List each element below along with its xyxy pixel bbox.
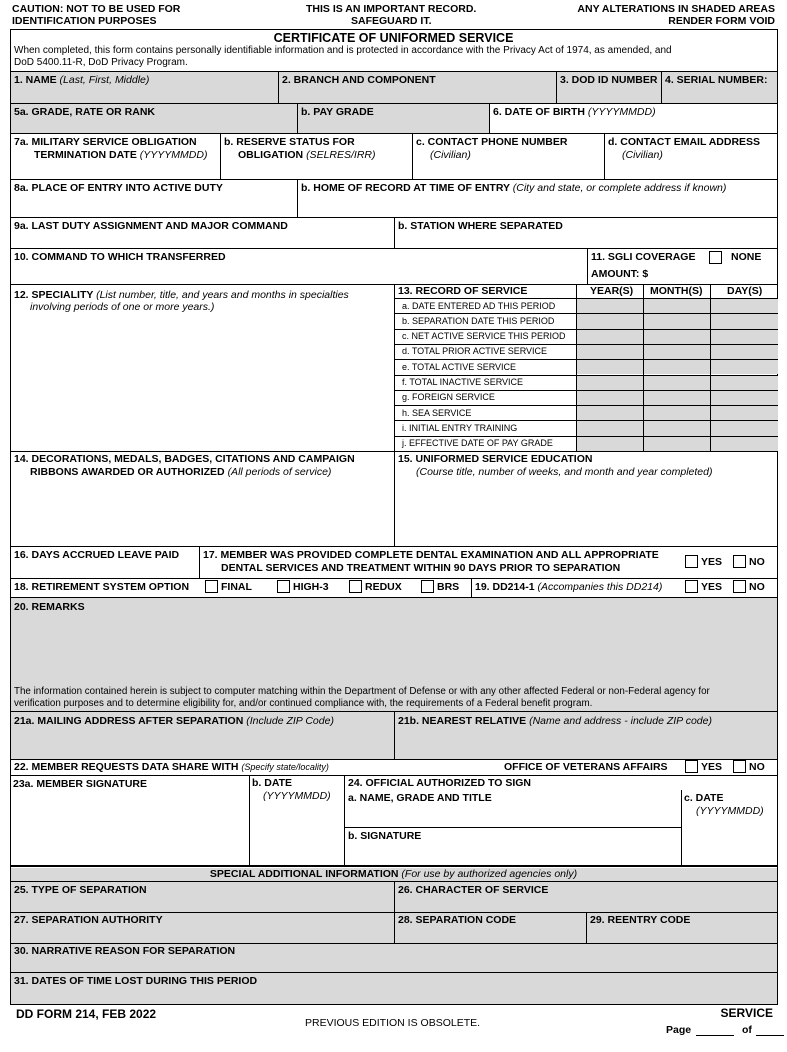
- retirement-label: 18. RETIREMENT SYSTEM OPTION: [14, 581, 190, 593]
- record-of-service-label: 13. RECORD OF SERVICE: [398, 285, 528, 297]
- copy-designation: SERVICE: [720, 1006, 773, 1020]
- mso-label-2: TERMINATION DATE (YYYYMMDD): [34, 149, 208, 161]
- ova-no-checkbox[interactable]: [733, 760, 746, 773]
- ros-day-cell[interactable]: [711, 421, 778, 435]
- member-date-hint: (YYYYMMDD): [263, 790, 331, 802]
- nearest-relative-label: 21b. NEAREST RELATIVE (Name and address - include ZIP code): [398, 715, 712, 727]
- alterations-text: ANY ALTERATIONS IN SHADED AREAS: [577, 3, 775, 15]
- ros-day-cell[interactable]: [711, 406, 778, 420]
- email-hint: (Civilian): [622, 149, 663, 161]
- member-date-label: b. DATE: [252, 777, 293, 789]
- reserve-status-label-2: OBLIGATION (SELRES/IRR): [238, 149, 376, 161]
- of-label: of: [742, 1024, 752, 1036]
- ros-row-label: h. SEA SERVICE: [402, 407, 472, 418]
- ros-row-label: d. TOTAL PRIOR ACTIVE SERVICE: [402, 346, 548, 357]
- ros-month-cell[interactable]: [644, 314, 710, 328]
- page-total-field[interactable]: [756, 1035, 784, 1036]
- ros-row-label: b. SEPARATION DATE THIS PERIOD: [402, 315, 555, 326]
- ova-no-label: NO: [749, 761, 765, 773]
- speciality-label: 12. SPECIALITY (List number, title, and years and months in specialties: [14, 289, 349, 301]
- serial-number-label: 4. SERIAL NUMBER:: [665, 74, 768, 86]
- reserve-status-label: b. RESERVE STATUS FOR: [224, 136, 355, 148]
- sgli-label: 11. SGLI COVERAGE: [591, 251, 696, 263]
- ros-year-cell[interactable]: [577, 299, 643, 313]
- type-separation-label: 25. TYPE OF SEPARATION: [14, 884, 147, 896]
- page-number-field[interactable]: [696, 1035, 734, 1036]
- email-label: d. CONTACT EMAIL ADDRESS: [608, 136, 761, 148]
- important-record-text: THIS IS AN IMPORTANT RECORD.: [306, 3, 477, 15]
- ros-day-cell[interactable]: [711, 376, 778, 390]
- years-column-header: YEAR(S): [590, 285, 634, 297]
- ros-day-cell[interactable]: [711, 299, 778, 313]
- ova-label: OFFICE OF VETERANS AFFAIRS: [504, 761, 668, 773]
- phone-label: c. CONTACT PHONE NUMBER: [416, 136, 568, 148]
- dd214-1-yes-label: YES: [701, 581, 723, 593]
- grade-label: 5a. GRADE, RATE OR RANK: [14, 106, 155, 118]
- ros-row-label: i. INITIAL ENTRY TRAINING: [402, 422, 518, 433]
- place-of-entry-label: 8a. PLACE OF ENTRY INTO ACTIVE DUTY: [14, 182, 223, 194]
- ros-row-label: c. NET ACTIVE SERVICE THIS PERIOD: [402, 331, 566, 342]
- branch-label: 2. BRANCH AND COMPONENT: [282, 74, 436, 86]
- speciality-hint: involving periods of one or more years.): [30, 301, 215, 313]
- leave-paid-label: 16. DAYS ACCRUED LEAVE PAID: [14, 549, 180, 561]
- ros-year-cell[interactable]: [577, 314, 643, 328]
- ros-row-label: a. DATE ENTERED AD THIS PERIOD: [402, 300, 556, 311]
- character-service-label: 26. CHARACTER OF SERVICE: [398, 884, 549, 896]
- ros-month-cell[interactable]: [644, 391, 710, 405]
- special-info-label: SPECIAL ADDITIONAL INFORMATION (For use by authorized agencies only): [209, 868, 578, 880]
- computer-matching-note-2: verification purposes and to determine eligibility for, and/or continued compliance with, the requirements of a Federal benefit program.: [14, 698, 593, 709]
- last-duty-label: 9a. LAST DUTY ASSIGNMENT AND MAJOR COMMAND: [14, 220, 288, 232]
- privacy-notice-1: When completed, this form contains personally identifiable information and is protected in accordance with the Privacy Act of 1974, as amended, and: [14, 45, 672, 56]
- ros-month-cell[interactable]: [644, 437, 710, 451]
- mailing-address-label: 21a. MAILING ADDRESS AFTER SEPARATION (Include ZIP Code): [14, 715, 334, 727]
- ros-month-cell[interactable]: [644, 360, 710, 374]
- form-number: DD FORM 214, FEB 2022: [16, 1007, 157, 1021]
- ros-month-cell[interactable]: [644, 406, 710, 420]
- ros-year-cell[interactable]: [577, 437, 643, 451]
- ros-day-cell[interactable]: [711, 314, 778, 328]
- dod-id-label: 3. DOD ID NUMBER: [560, 74, 658, 86]
- ros-year-cell[interactable]: [577, 330, 643, 344]
- render-void-text: RENDER FORM VOID: [668, 15, 775, 27]
- time-lost-label: 31. DATES OF TIME LOST DURING THIS PERIOD: [14, 975, 258, 987]
- safeguard-text: SAFEGUARD IT.: [351, 15, 432, 27]
- member-signature-label: 23a. MEMBER SIGNATURE: [13, 778, 147, 790]
- caution-text: CAUTION: NOT TO BE USED FOR: [12, 3, 181, 15]
- ros-year-cell[interactable]: [577, 376, 643, 390]
- station-separated-label: b. STATION WHERE SEPARATED: [398, 220, 563, 232]
- computer-matching-note-1: The information contained herein is subject to computer matching within the Department of Defense or with any other affected Federal or non-Federal agency for: [14, 686, 710, 697]
- sgli-none-checkbox[interactable]: [709, 251, 722, 264]
- dd214-1-label: 19. DD214-1 (Accompanies this DD214): [475, 581, 663, 593]
- dental-no-label: NO: [749, 556, 765, 568]
- days-column-header: DAY(S): [727, 285, 763, 297]
- ros-row-label: g. FOREIGN SERVICE: [402, 392, 495, 403]
- ros-year-cell[interactable]: [577, 406, 643, 420]
- caution-text-2: IDENTIFICATION PURPOSES: [12, 15, 157, 27]
- redux-checkbox[interactable]: [349, 580, 362, 593]
- privacy-notice-2: DoD 5400.11-R, DoD Privacy Program.: [14, 57, 188, 68]
- narrative-reason-label: 30. NARRATIVE REASON FOR SEPARATION: [14, 945, 236, 957]
- ros-month-cell[interactable]: [644, 376, 710, 390]
- separation-code-label: 28. SEPARATION CODE: [398, 914, 517, 926]
- ros-year-cell[interactable]: [577, 360, 643, 374]
- remarks-label: 20. REMARKS: [14, 601, 85, 613]
- dd214-1-yes-checkbox[interactable]: [685, 580, 698, 593]
- ros-day-cell[interactable]: [711, 330, 778, 344]
- ros-row-label: e. TOTAL ACTIVE SERVICE: [402, 361, 517, 372]
- sgli-none-label: NONE: [731, 251, 762, 263]
- high3-checkbox[interactable]: [277, 580, 290, 593]
- final-label: FINAL: [221, 581, 252, 593]
- ros-year-cell[interactable]: [577, 391, 643, 405]
- separation-authority-label: 27. SEPARATION AUTHORITY: [14, 914, 163, 926]
- ros-month-cell[interactable]: [644, 421, 710, 435]
- page-label: Page: [666, 1024, 692, 1036]
- education-label: 15. UNIFORMED SERVICE EDUCATION: [398, 453, 593, 465]
- dental-no-checkbox[interactable]: [733, 555, 746, 568]
- dental-label: 17. MEMBER WAS PROVIDED COMPLETE DENTAL EXAMINATION AND ALL APPROPRIATE: [203, 549, 659, 561]
- dental-yes-label: YES: [701, 556, 723, 568]
- ros-day-cell[interactable]: [711, 360, 778, 374]
- official-label: 24. OFFICIAL AUTHORIZED TO SIGN: [348, 777, 531, 789]
- months-column-header: MONTH(S): [650, 285, 703, 297]
- dental-yes-checkbox[interactable]: [685, 555, 698, 568]
- ros-month-cell[interactable]: [644, 299, 710, 313]
- obsolete-notice: PREVIOUS EDITION IS OBSOLETE.: [305, 1017, 481, 1029]
- ros-month-cell[interactable]: [644, 345, 710, 359]
- ros-row-label: j. EFFECTIVE DATE OF PAY GRADE: [402, 438, 553, 449]
- brs-label: BRS: [437, 581, 460, 593]
- ros-day-cell[interactable]: [711, 345, 778, 359]
- form-title: CERTIFICATE OF UNIFORMED SERVICE: [273, 31, 514, 45]
- redux-label: REDUX: [365, 581, 402, 593]
- command-transferred-label: 10. COMMAND TO WHICH TRANSFERRED: [14, 251, 226, 263]
- official-signature-label: b. SIGNATURE: [348, 830, 422, 842]
- ros-month-cell[interactable]: [644, 330, 710, 344]
- dd214-1-no-label: NO: [749, 581, 765, 593]
- ova-yes-label: YES: [701, 761, 723, 773]
- high3-label: HIGH-3: [293, 581, 329, 593]
- official-name-label: a. NAME, GRADE AND TITLE: [348, 792, 492, 804]
- dob-label: 6. DATE OF BIRTH (YYYYMMDD): [493, 106, 656, 118]
- reentry-code-label: 29. REENTRY CODE: [590, 914, 691, 926]
- decorations-label: 14. DECORATIONS, MEDALS, BADGES, CITATIONS AND CAMPAIGN: [14, 453, 355, 465]
- home-of-record-label: b. HOME OF RECORD AT TIME OF ENTRY (City and state, or complete address if known): [301, 182, 727, 194]
- mso-label: 7a. MILITARY SERVICE OBLIGATION: [14, 136, 197, 148]
- ros-year-cell[interactable]: [577, 421, 643, 435]
- official-date-hint: (YYYYMMDD): [696, 805, 764, 817]
- decorations-label-2: RIBBONS AWARDED OR AUTHORIZED (All periods of service): [30, 466, 332, 478]
- phone-hint: (Civilian): [430, 149, 471, 161]
- pay-grade-label: b. PAY GRADE: [301, 106, 374, 118]
- brs-checkbox[interactable]: [421, 580, 434, 593]
- final-checkbox[interactable]: [205, 580, 218, 593]
- name-label: 1. NAME (Last, First, Middle): [14, 74, 150, 86]
- education-hint: (Course title, number of weeks, and month and year completed): [416, 466, 713, 478]
- ros-day-cell[interactable]: [711, 391, 778, 405]
- data-share-label: 22. MEMBER REQUESTS DATA SHARE WITH (Specify state/locality): [14, 761, 329, 773]
- official-date-label: c. DATE: [684, 792, 724, 804]
- dental-label-2: DENTAL SERVICES AND TREATMENT WITHIN 90 DAYS PRIOR TO SEPARATION: [221, 562, 621, 574]
- ros-row-label: f. TOTAL INACTIVE SERVICE: [402, 377, 524, 387]
- ros-day-cell[interactable]: [711, 437, 778, 451]
- ova-yes-checkbox[interactable]: [685, 760, 698, 773]
- dd214-1-no-checkbox[interactable]: [733, 580, 746, 593]
- sgli-amount-label: AMOUNT: $: [591, 268, 649, 280]
- ros-year-cell[interactable]: [577, 345, 643, 359]
